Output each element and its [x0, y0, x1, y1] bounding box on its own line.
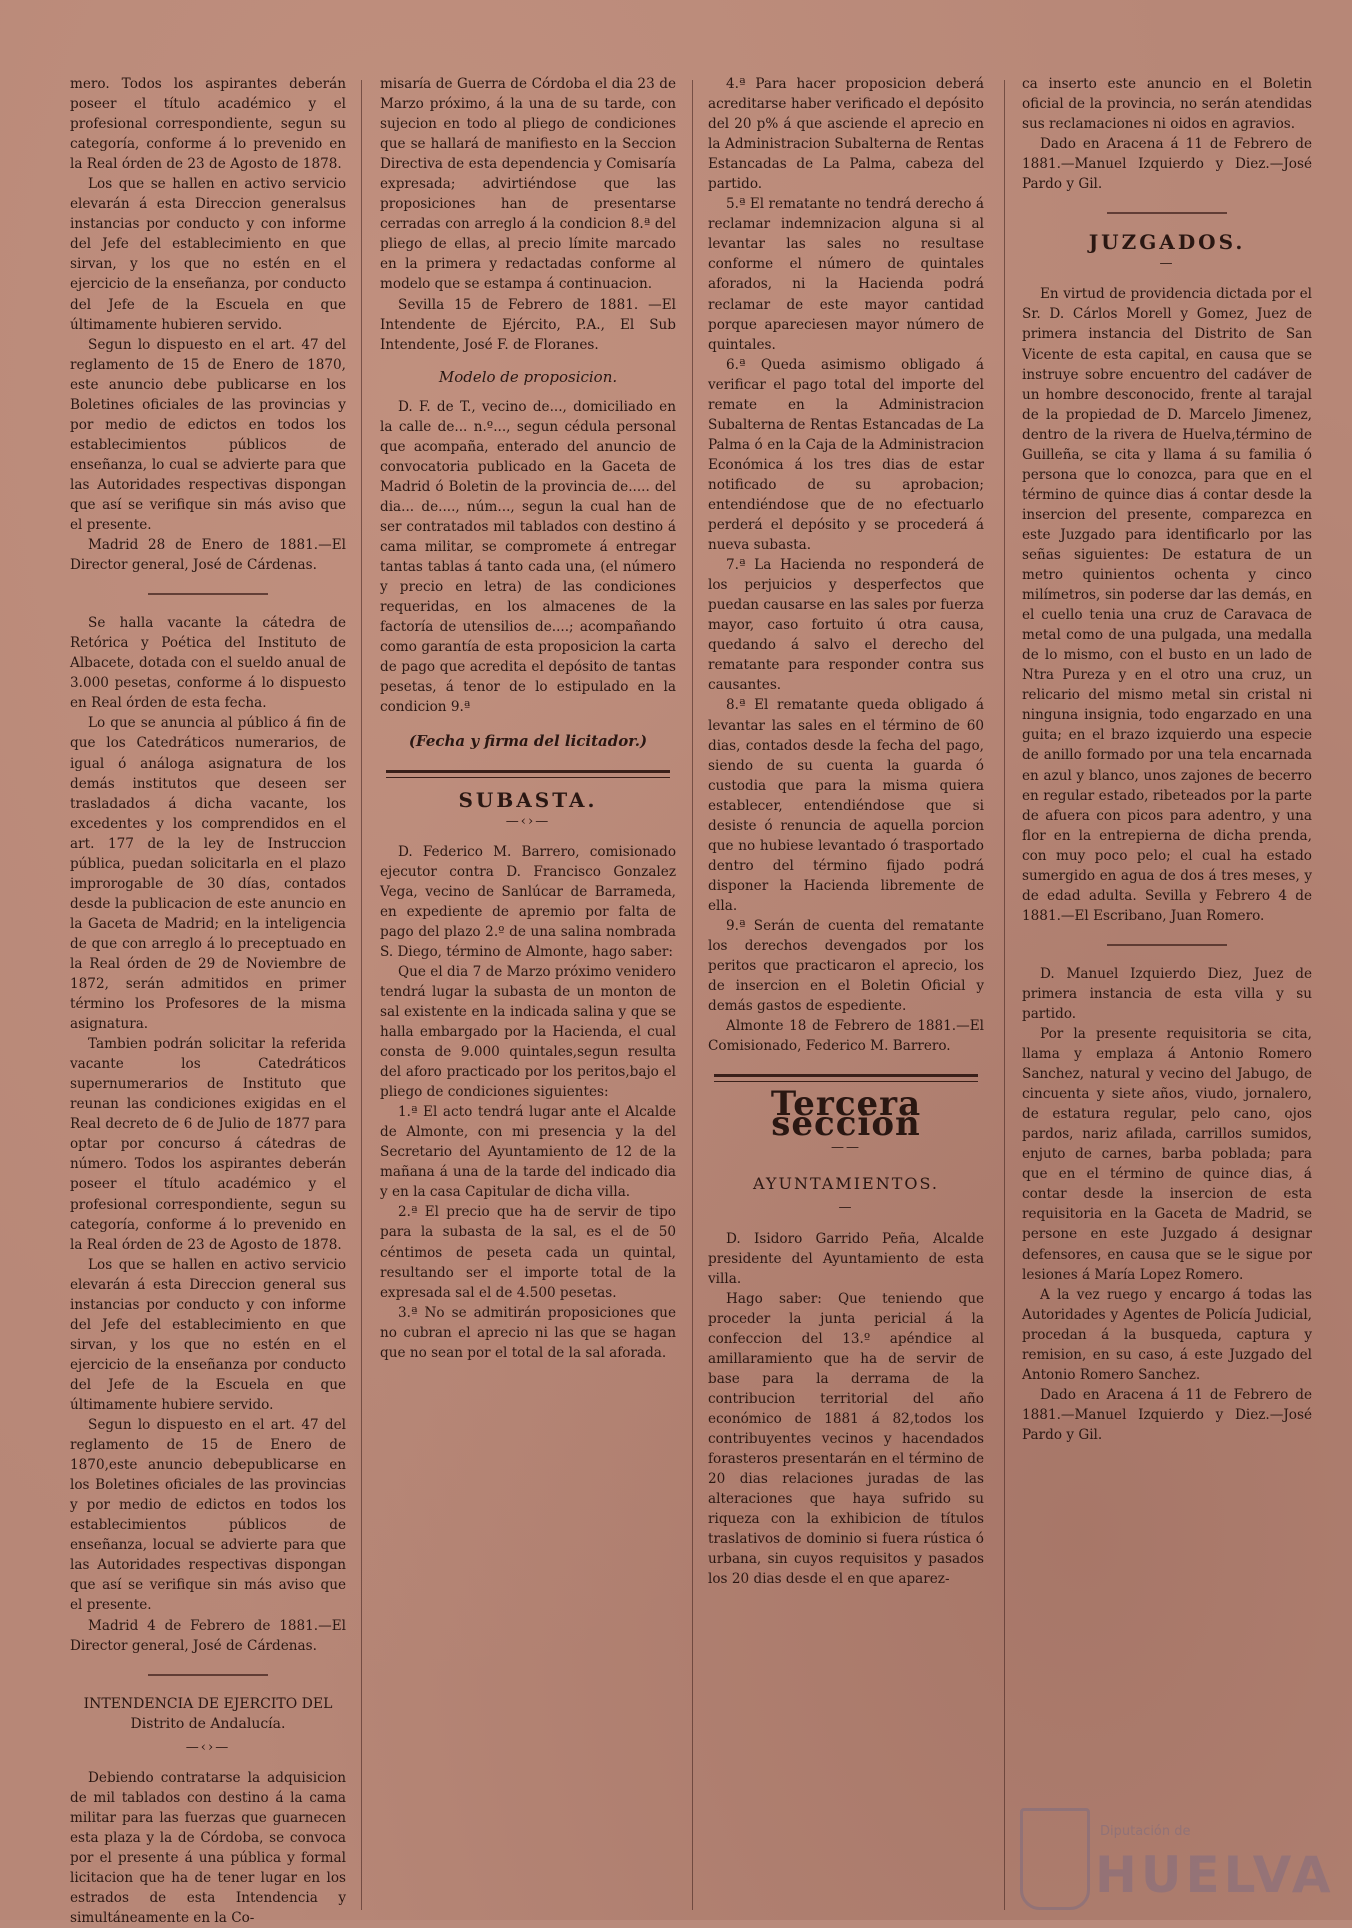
divider [148, 593, 268, 595]
ornament: —‹›— [185, 1739, 231, 1755]
coat-of-arms-icon [1020, 1808, 1090, 1910]
divider [714, 1074, 979, 1082]
watermark-label: Diputación de [1100, 1824, 1191, 1839]
column-rule [1004, 80, 1005, 1910]
paragraph: Debiendo contratarse la adquisicion de mil tablados con destino á la cama militar para las fuerzas que guarnecen esta plaza y la de Córdoba, se convoca por el presente á una pública y formal licitacion que ha de tener lugar en los estrados de esta Intendencia y simultáneamente en la Co- [70, 1769, 346, 1927]
paragraph: 1.ª El acto tendrá lugar ante el Alcalde de Almonte, con mi presencia y la del Secretario del Ayuntamiento de 12 de la mañana á una de la tarde del indicado dia y en la casa Capitular de dicha villa. [380, 1104, 676, 1201]
ornament: —‹›— [505, 813, 551, 829]
archive-watermark [1000, 1808, 1335, 1908]
signature: Dado en Aracena á 11 de Febrero de 1881.—Manuel Izquierdo y Diez.—José Pardo y Gil. [1022, 1386, 1312, 1443]
paragraph: D. Isidoro Garrido Peña, Alcalde presidente del Ayuntamiento de esta villa. [708, 1230, 984, 1287]
signature-line: (Fecha y firma del licitador.) [408, 732, 648, 751]
signature: Sevilla 15 de Febrero de 1881. —El Intendente de Ejército, P.A., El Sub Intendente, José F. de Floranes. [380, 296, 676, 353]
section-heading: SUBASTA. [458, 787, 598, 812]
section-title: Tercera seccion [770, 1084, 922, 1145]
paragraph: 6.ª Queda asimismo obligado á verificar el pago total del importe del remate en la Administracion Subalterna de Rentas Estancadas de La Palma ó en la Caja de la Administracion Económica á los tres dias de estar notificado de su aprobacion; entendiéndose que de no efectuarlo perderá el depósito y se procederá á nueva subasta. [708, 356, 984, 554]
paragraph: 7.ª La Hacienda no responderá de los perjuicios y desperfectos que puedan causarse en las sales por fuerza mayor, caso fortuito ú otra causa, quedando á salvo el derecho del rematante para responder contra sus causantes. [708, 557, 984, 694]
paragraph: Los que se hallen en activo servicio elevarán á esta Direccion general sus instancias por conducto y con informe del Jefe del establecimiento en que sirvan, y los que no estén en el ejercicio de la enseñanza por conducto del Jefe de la Escuela en que últimamente hubiere servido. [70, 1256, 346, 1413]
section-heading: JUZGADOS. [1088, 230, 1246, 255]
paragraph: Segun lo dispuesto en el art. 47 del reglamento de 15 de Enero de 1870,este anuncio debepublicarse en los Boletines oficiales de las provincias y por medio de edictos en todos los establecimientos públicos de enseñanza, locual se advierte para que las Autoridades respectivas dispongan que así se verifique sin más aviso que el presente. [70, 1417, 346, 1614]
column-4 [1022, 74, 1312, 1904]
section-heading: INTENDENCIA DE EJERCITO DEL Distrito de Andalucía. [83, 1695, 333, 1732]
signature: Madrid 28 de Enero de 1881.—El Director general, José de Cárdenas. [70, 537, 346, 574]
column-3 [708, 74, 984, 1904]
paragraph: Segun lo dispuesto en el art. 47 del reglamento de 15 de Enero de 1870, este anuncio debe publicarse en los Boletines oficiales de las provincias y por medio de edictos en todos los establecimientos públicos de enseñanza, lo cual se advierte para que las Autoridades respectivas dispongan que así se verifique sin más aviso que el presente. [70, 336, 346, 534]
paragraph: mero. Todos los aspirantes deberán poseer el título académico y el profesional correspondiente, segun su categoría, conforme á lo prevenido en la Real órden de 23 de Agosto de 1878. [70, 76, 346, 173]
subheading: Modelo de proposicion. [438, 367, 618, 386]
signature: Almonte 18 de Febrero de 1881.—El Comisionado, Federico M. Barrero. [708, 1018, 984, 1055]
paragraph: En virtud de providencia dictada por el Sr. D. Cárlos Morell y Gomez, Juez de primera instancia del Distrito de San Vicente de esta capital, en causa que se instruye sobre encuentro del cadáver de un hombre desconocido, frente al tarajal de la propiedad de D. Marcelo Jimenez, dentro de la rivera de Huelva,término de Guilleña, se cita y llama á su familia ó persona que lo conozca, para que en el término de quince dias á contar desde la insercion del presente, comparezca en este Juzgado para identificarlo por las señas siguientes: De estatura de un metro quinientos ochenta y cinco milímetros, sin poderse dar las demás, en el cuello tenia una cruz de Caravaca de metal como de una pulgada, una medalla de lo mismo, con el busto en un lado de Ntra Pureza y en el otro una cruz, un relicario del mismo metal sin cristal ni ninguna insignia, todo engarzado en una guita; en el brazo izquierdo una especie de anillo formado por una tela encarnada en azul y blanco, unos zajones de becerro en regular estado, ribeteados por la parte de afuera con picos para adentro, y una flor en la entrepierna de dicha prenda, con muy poco pelo; el cual ha estado sumergido en agua de dos á tres meses, y de edad adulta. Sevilla y Febrero 4 de 1881.—El Escribano, Juan Romero. [1022, 286, 1312, 924]
signature: Dado en Aracena á 11 de Febrero de 1881.—Manuel Izquierdo y Diez.—José Pardo y Gil. [1022, 136, 1312, 193]
ornament: —— [831, 1140, 861, 1156]
paragraph: 3.ª No se admitirán proposiciones que no cubran el aprecio ni las que se hagan que no sean por el total de la sal aforada. [380, 1304, 676, 1361]
column-1 [70, 74, 346, 1927]
divider [1107, 944, 1227, 946]
paragraph: misaría de Guerra de Córdoba el dia 23 de Marzo próximo, á la una de su tarde, con sujecion en todo al pliego de condiciones que se hallará de manifiesto en la Seccion Directiva de esta dependencia y Comisaría expresada; advirtiéndose que las proposiciones han de presentarse cerradas con arreglo á la condicion 8.ª del pliego de ellas, al precio límite marcado en la primera y redactadas conforme al modelo que se estampa á continuacion. [380, 76, 676, 293]
section-heading: AYUNTAMIENTOS. [753, 1174, 939, 1194]
signature: Madrid 4 de Febrero de 1881.—El Director general, José de Cárdenas. [70, 1617, 346, 1654]
divider [1107, 212, 1227, 214]
paragraph: Hago saber: Que teniendo que proceder la junta pericial á la confeccion del 13.º apéndice al amillaramiento que ha de servir de base para la derrama de la contribucion territorial del año económico de 1881 á 82,todos los contribuyentes vecinos y hacendados forasteros presentarán en el término de 20 dias relaciones juradas de las alteraciones que haya sufrido su riqueza con la exhibicion de títulos traslativos de dominio si fuera rústica ó urbana, sin cuyos requisitos y pasados los 20 dias desde el en que aparez- [708, 1290, 984, 1588]
column-rule [692, 80, 693, 1910]
paragraph: ca inserto este anuncio en el Boletin oficial de la provincia, no serán atendidas sus reclamaciones ni oidos en agravios. [1022, 76, 1312, 133]
divider [386, 770, 670, 778]
paragraph: Lo que se anuncia al público á fin de que los Catedráticos numerarios, de igual ó análoga asignatura de los demás institutos que deseen ser trasladados á dicha vacante, los excedentes y los comprendidos en el art. 177 de la ley de Instruccion pública, puedan solicitarla en el plazo improrogable de 30 días, contados desde la publicacion de este anuncio en la Gaceta de Madrid; en la inteligencia de que con arreglo á lo preceptuado en la Real órden de 29 de Noviembre de 1872, serán admitidos en primer término los Profesores de la misma asignatura. [70, 715, 346, 1033]
paragraph: D. Manuel Izquierdo Diez, Juez de primera instancia de esta villa y su partido. [1022, 965, 1312, 1022]
ornament: — [1159, 256, 1175, 272]
paragraph: 4.ª Para hacer proposicion deberá acreditarse haber verificado el depósito del 20 p% á que asciende el aprecio en la Administracion Subalterna de Rentas Estancadas de La Palma, cabeza del partido. [708, 76, 984, 193]
paragraph: Por la presente requisitoria se cita, llama y emplaza á Antonio Romero Sanchez, natural y vecino del Jabugo, de cincuenta y siete años, viudo, jornalero, de estatura regular, pelo cano, ojos pardos, nariz afilada, carrillos sumidos, enjuto de carnes, barba poblada; para que en el término de quince dias, á contar desde la insercion de esta requisitoria en la Gaceta de Madrid, se persone en este Juzgado á designar defensores, en causa que se le sigue por lesiones á María Lopez Romero. [1022, 1026, 1312, 1283]
watermark-word: HUELVA [1095, 1846, 1335, 1904]
paragraph: 8.ª El rematante queda obligado á levantar las sales en el término de 60 dias, contados desde la fecha del pago, siendo de su cuenta la guarda ó custodia que para la misma quiera establecer, entendiéndose que si desiste ó renuncia de aquella porcion que no hubiese levantado ó trasportado dentro del término fijado podrá disponer la Hacienda libremente de ella. [708, 697, 984, 914]
divider [148, 1674, 268, 1676]
column-2 [380, 74, 676, 1904]
paragraph: D. F. de T., vecino de..., domiciliado en la calle de... n.º..., segun cédula personal que acompaña, enterado del anuncio de convocatoria publicado en la Gaceta de Madrid ó Boletin de la provincia de..... del dia... de...., núm..., segun la cual han de ser contratados mil tablados con destino á cama militar, se compromete á entregar tantas tablas á tanto cada una, (el número y precio en letra) de las condiciones requeridas, en los almacenes de la factoría de utensilios de....; acompañando como garantía de esta proposicion la carta de pago que acredita el depósito de tantas pesetas, á tenor de lo estipulado en la condicion 9.ª [380, 398, 676, 716]
paragraph: Los que se hallen en activo servicio elevarán á esta Direccion generalsus instancias por conducto y con informe del Jefe del establecimiento en que sirvan, y los que no estén en el ejercicio de la enseñanza, por conducto del Jefe de la Escuela en que últimamente hubieren servido. [70, 176, 346, 333]
ornament: — [838, 1200, 854, 1216]
paragraph: A la vez ruego y encargo á todas las Autoridades y Agentes de Policía Judicial, procedan á la busqueda, captura y remision, en su caso, á este Juzgado del Antonio Romero Sanchez. [1022, 1286, 1312, 1383]
paragraph: Se halla vacante la cátedra de Retórica y Poética del Instituto de Albacete, dotada con el sueldo anual de 3.000 pesetas, conforme á lo dispuesto en Real órden de esta fecha. [70, 615, 346, 712]
paragraph: Tambien podrán solicitar la referida vacante los Catedráticos supernumerarios de Instituto que reunan las condiciones exigidas en el Real decreto de 6 de Julio de 1877 para optar por concurso á cátedras de número. Todos los aspirantes deberán poseer el título académico y el profesional correspondiente, segun su categoría, conforme á lo prevenido en la Real órden de 23 de Agosto de 1878. [70, 1036, 346, 1253]
paragraph: 9.ª Serán de cuenta del rematante los derechos devengados por los peritos que practicaron el aprecio, los de insercion en el Boletin Oficial y demás gastos de espediente. [708, 917, 984, 1015]
paragraph: Que el dia 7 de Marzo próximo venidero tendrá lugar la subasta de un monton de sal existente en la indicada salina y que se halla embargado por la Hacienda, el cual consta de 9.000 quintales,segun resulta del aforo practicado por los peritos,bajo el pliego de condiciones siguientes: [380, 963, 676, 1101]
column-rule [361, 80, 362, 1910]
paragraph: 5.ª El rematante no tendrá derecho á reclamar indemnizacion alguna si al levantar las sales no resultase conforme el número de quintales aforados, ni la Hacienda podrá reclamar de este mayor cantidad porque apareciesen mayor número de quintales. [708, 196, 984, 353]
paragraph: D. Federico M. Barrero, comisionado ejecutor contra D. Francisco Gonzalez Vega, vecino de Sanlúcar de Barrameda, en expediente de apremio por falta de pago del plazo 2.º de una salina nombrada S. Diego, término de Almonte, hago saber: [380, 843, 676, 960]
paragraph: 2.ª El precio que ha de servir de tipo para la subasta de la sal, es el de 50 céntimos de peseta cada un quintal, resultando ser el importe total de la expresada sal el de 4.500 pesetas. [380, 1204, 676, 1301]
